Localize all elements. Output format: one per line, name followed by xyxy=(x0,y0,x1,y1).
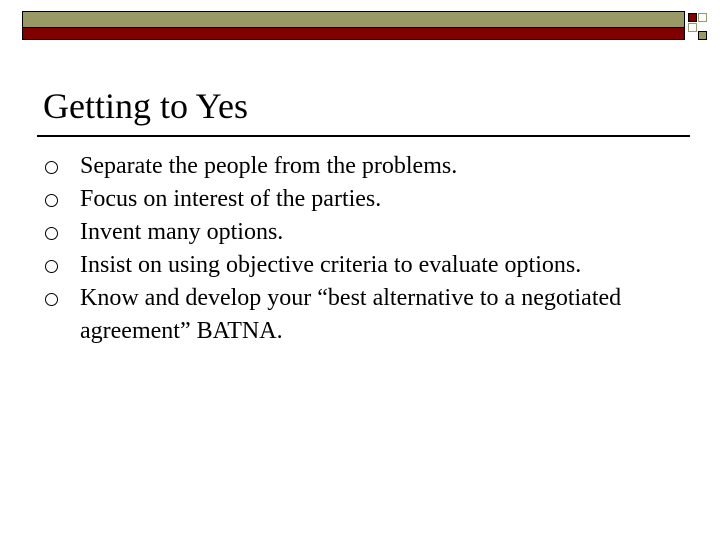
bullet-text: Focus on interest of the parties. xyxy=(80,186,382,212)
bullet-item xyxy=(0,216,680,249)
corner-square-white xyxy=(688,23,697,32)
corner-square-white xyxy=(698,13,707,22)
header-maroon-band xyxy=(22,27,685,40)
bullet-item xyxy=(0,282,680,348)
bullet-item xyxy=(0,249,680,282)
bullet-text: Know and develop your “best alternative to a negotiated agreement” BATNA. xyxy=(80,285,622,344)
header-decoration-bar xyxy=(22,11,685,40)
bullet-text: Insist on using objective criteria to evaluate options. xyxy=(80,252,582,278)
hollow-circle-bullet-icon xyxy=(45,161,58,174)
hollow-circle-bullet-icon xyxy=(45,293,58,306)
hollow-circle-bullet-icon xyxy=(45,227,58,240)
bullet-list xyxy=(0,150,720,348)
corner-squares-decoration xyxy=(686,11,710,41)
bullet-item xyxy=(0,150,680,183)
hollow-circle-bullet-icon xyxy=(45,194,58,207)
bullet-text: Invent many options. xyxy=(80,219,284,245)
header-olive-band xyxy=(22,11,685,27)
title-underline-rule xyxy=(37,135,690,137)
slide-title: Getting to Yes xyxy=(43,86,249,126)
bullet-item xyxy=(0,183,680,216)
bullet-text: Separate the people from the problems. xyxy=(80,153,458,179)
hollow-circle-bullet-icon xyxy=(45,260,58,273)
corner-square-olive xyxy=(698,31,707,40)
corner-square-maroon xyxy=(688,13,697,22)
